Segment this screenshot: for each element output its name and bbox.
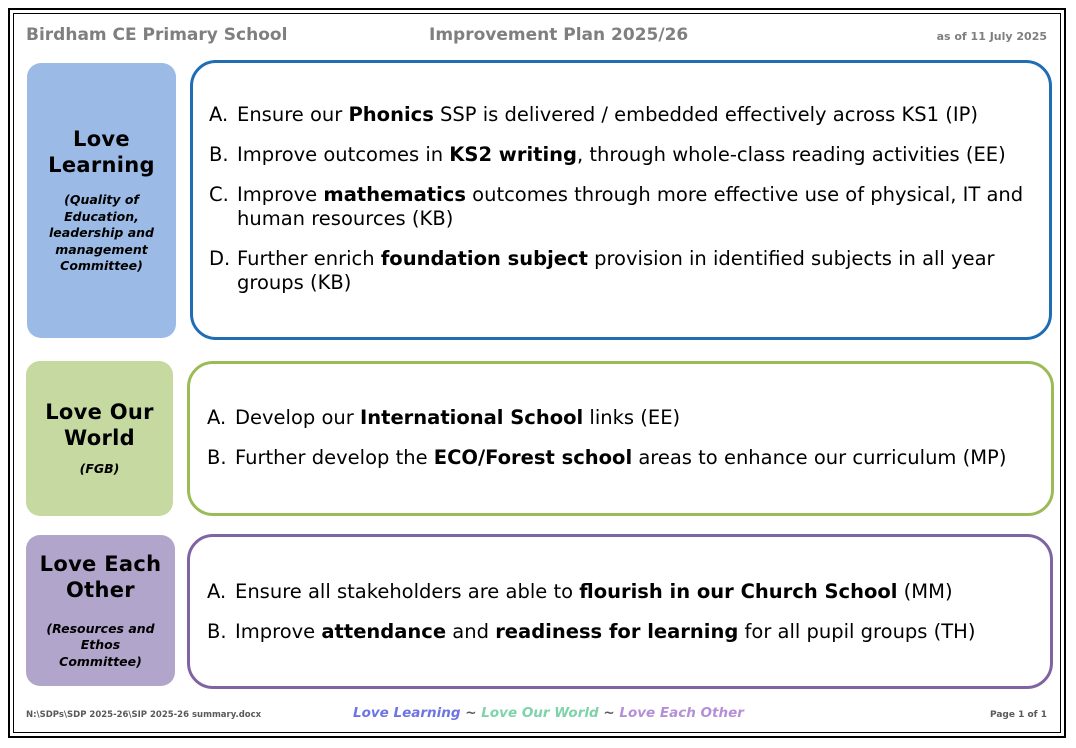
item-letter: C. — [209, 183, 229, 206]
item-text: Improve — [237, 183, 324, 206]
priority-item — [209, 247, 1039, 295]
love-our-world-committee: (FGB) — [79, 461, 120, 477]
love-each-other-priorities — [207, 580, 1047, 660]
title-line: World — [64, 426, 135, 451]
motto-love-our-world: Love Our World — [481, 705, 599, 721]
item-letter: B. — [209, 143, 229, 166]
title-line: Love — [73, 127, 130, 152]
item-text: (MM) — [897, 580, 953, 603]
item-text: and — [446, 620, 496, 643]
love-learning-title — [48, 126, 155, 178]
love-our-world-priorities — [207, 406, 1047, 486]
item-letter: A. — [207, 406, 227, 429]
love-learning-label — [27, 63, 176, 338]
priority-item — [207, 406, 1047, 430]
item-text: Develop our — [235, 406, 360, 429]
priority-item — [209, 183, 1039, 231]
item-letter: A. — [207, 580, 227, 603]
item-highlight: ECO/Forest school — [433, 446, 633, 469]
item-text: Ensure our — [237, 103, 349, 126]
item-highlight: foundation subject — [380, 247, 588, 270]
title-line: Love Each — [39, 551, 162, 576]
item-highlight: attendance — [321, 620, 447, 643]
motto-love-each-other: Love Each Other — [619, 705, 744, 721]
item-text: outcomes through more effective use of physical, IT and human resources (KB) — [237, 183, 1024, 230]
item-text: links (EE) — [583, 406, 681, 429]
item-letter: D. — [209, 247, 231, 270]
love-our-world-label — [26, 361, 173, 516]
item-letter: B. — [207, 620, 227, 643]
school-motto — [353, 705, 744, 721]
item-text: SSP is delivered / embedded effectively across KS1 (IP) — [433, 103, 978, 126]
item-text: Improve — [235, 620, 322, 643]
item-highlight: Phonics — [348, 103, 434, 126]
item-letter: A. — [209, 103, 229, 126]
item-letter: B. — [207, 446, 227, 469]
title-line: Other — [66, 577, 135, 602]
title-line: Love Our — [45, 400, 154, 425]
priority-item — [207, 620, 1047, 644]
love-each-other-title — [40, 551, 162, 603]
page-number: Page 1 of 1 — [990, 710, 1047, 720]
school-name: Birdham CE Primary School — [26, 25, 288, 45]
priority-item — [209, 103, 1039, 127]
item-highlight: flourish in our Church School — [579, 580, 898, 603]
title-line: Learning — [48, 153, 155, 178]
love-each-other-label — [26, 535, 175, 686]
item-text: for all pupil groups (TH) — [738, 620, 976, 643]
item-highlight: readiness for learning — [495, 620, 739, 643]
item-text: Ensure all stakeholders are able to — [235, 580, 580, 603]
item-highlight: International School — [359, 406, 584, 429]
item-text: provision in identified subjects in all year groups (KB) — [237, 247, 995, 294]
motto-separator: ~ — [465, 705, 477, 721]
file-path: N:\SDPs\SDP 2025-26\SIP 2025-26 summary.docx — [26, 710, 262, 720]
love-learning-committee: (Quality of Education, leadership and management Committee) — [49, 192, 154, 274]
priority-item — [207, 580, 1047, 604]
item-text: , through whole-class reading activities (EE) — [576, 143, 1006, 166]
motto-love-learning: Love Learning — [353, 705, 461, 721]
motto-separator: ~ — [603, 705, 615, 721]
item-highlight: KS2 writing — [449, 143, 577, 166]
item-text: Further enrich — [237, 247, 381, 270]
item-highlight: mathematics — [323, 183, 466, 206]
item-text: Further develop the — [235, 446, 434, 469]
priority-item — [207, 446, 1047, 470]
love-learning-priorities — [209, 103, 1039, 311]
plan-date: as of 11 July 2025 — [936, 30, 1047, 43]
plan-title: Improvement Plan 2025/26 — [429, 25, 689, 45]
item-text: Improve outcomes in — [237, 143, 450, 166]
love-our-world-title — [45, 399, 154, 451]
priority-item — [209, 143, 1039, 167]
item-text: areas to enhance our curriculum (MP) — [632, 446, 1007, 469]
love-each-other-committee: (Resources and Ethos Committee) — [46, 620, 155, 669]
